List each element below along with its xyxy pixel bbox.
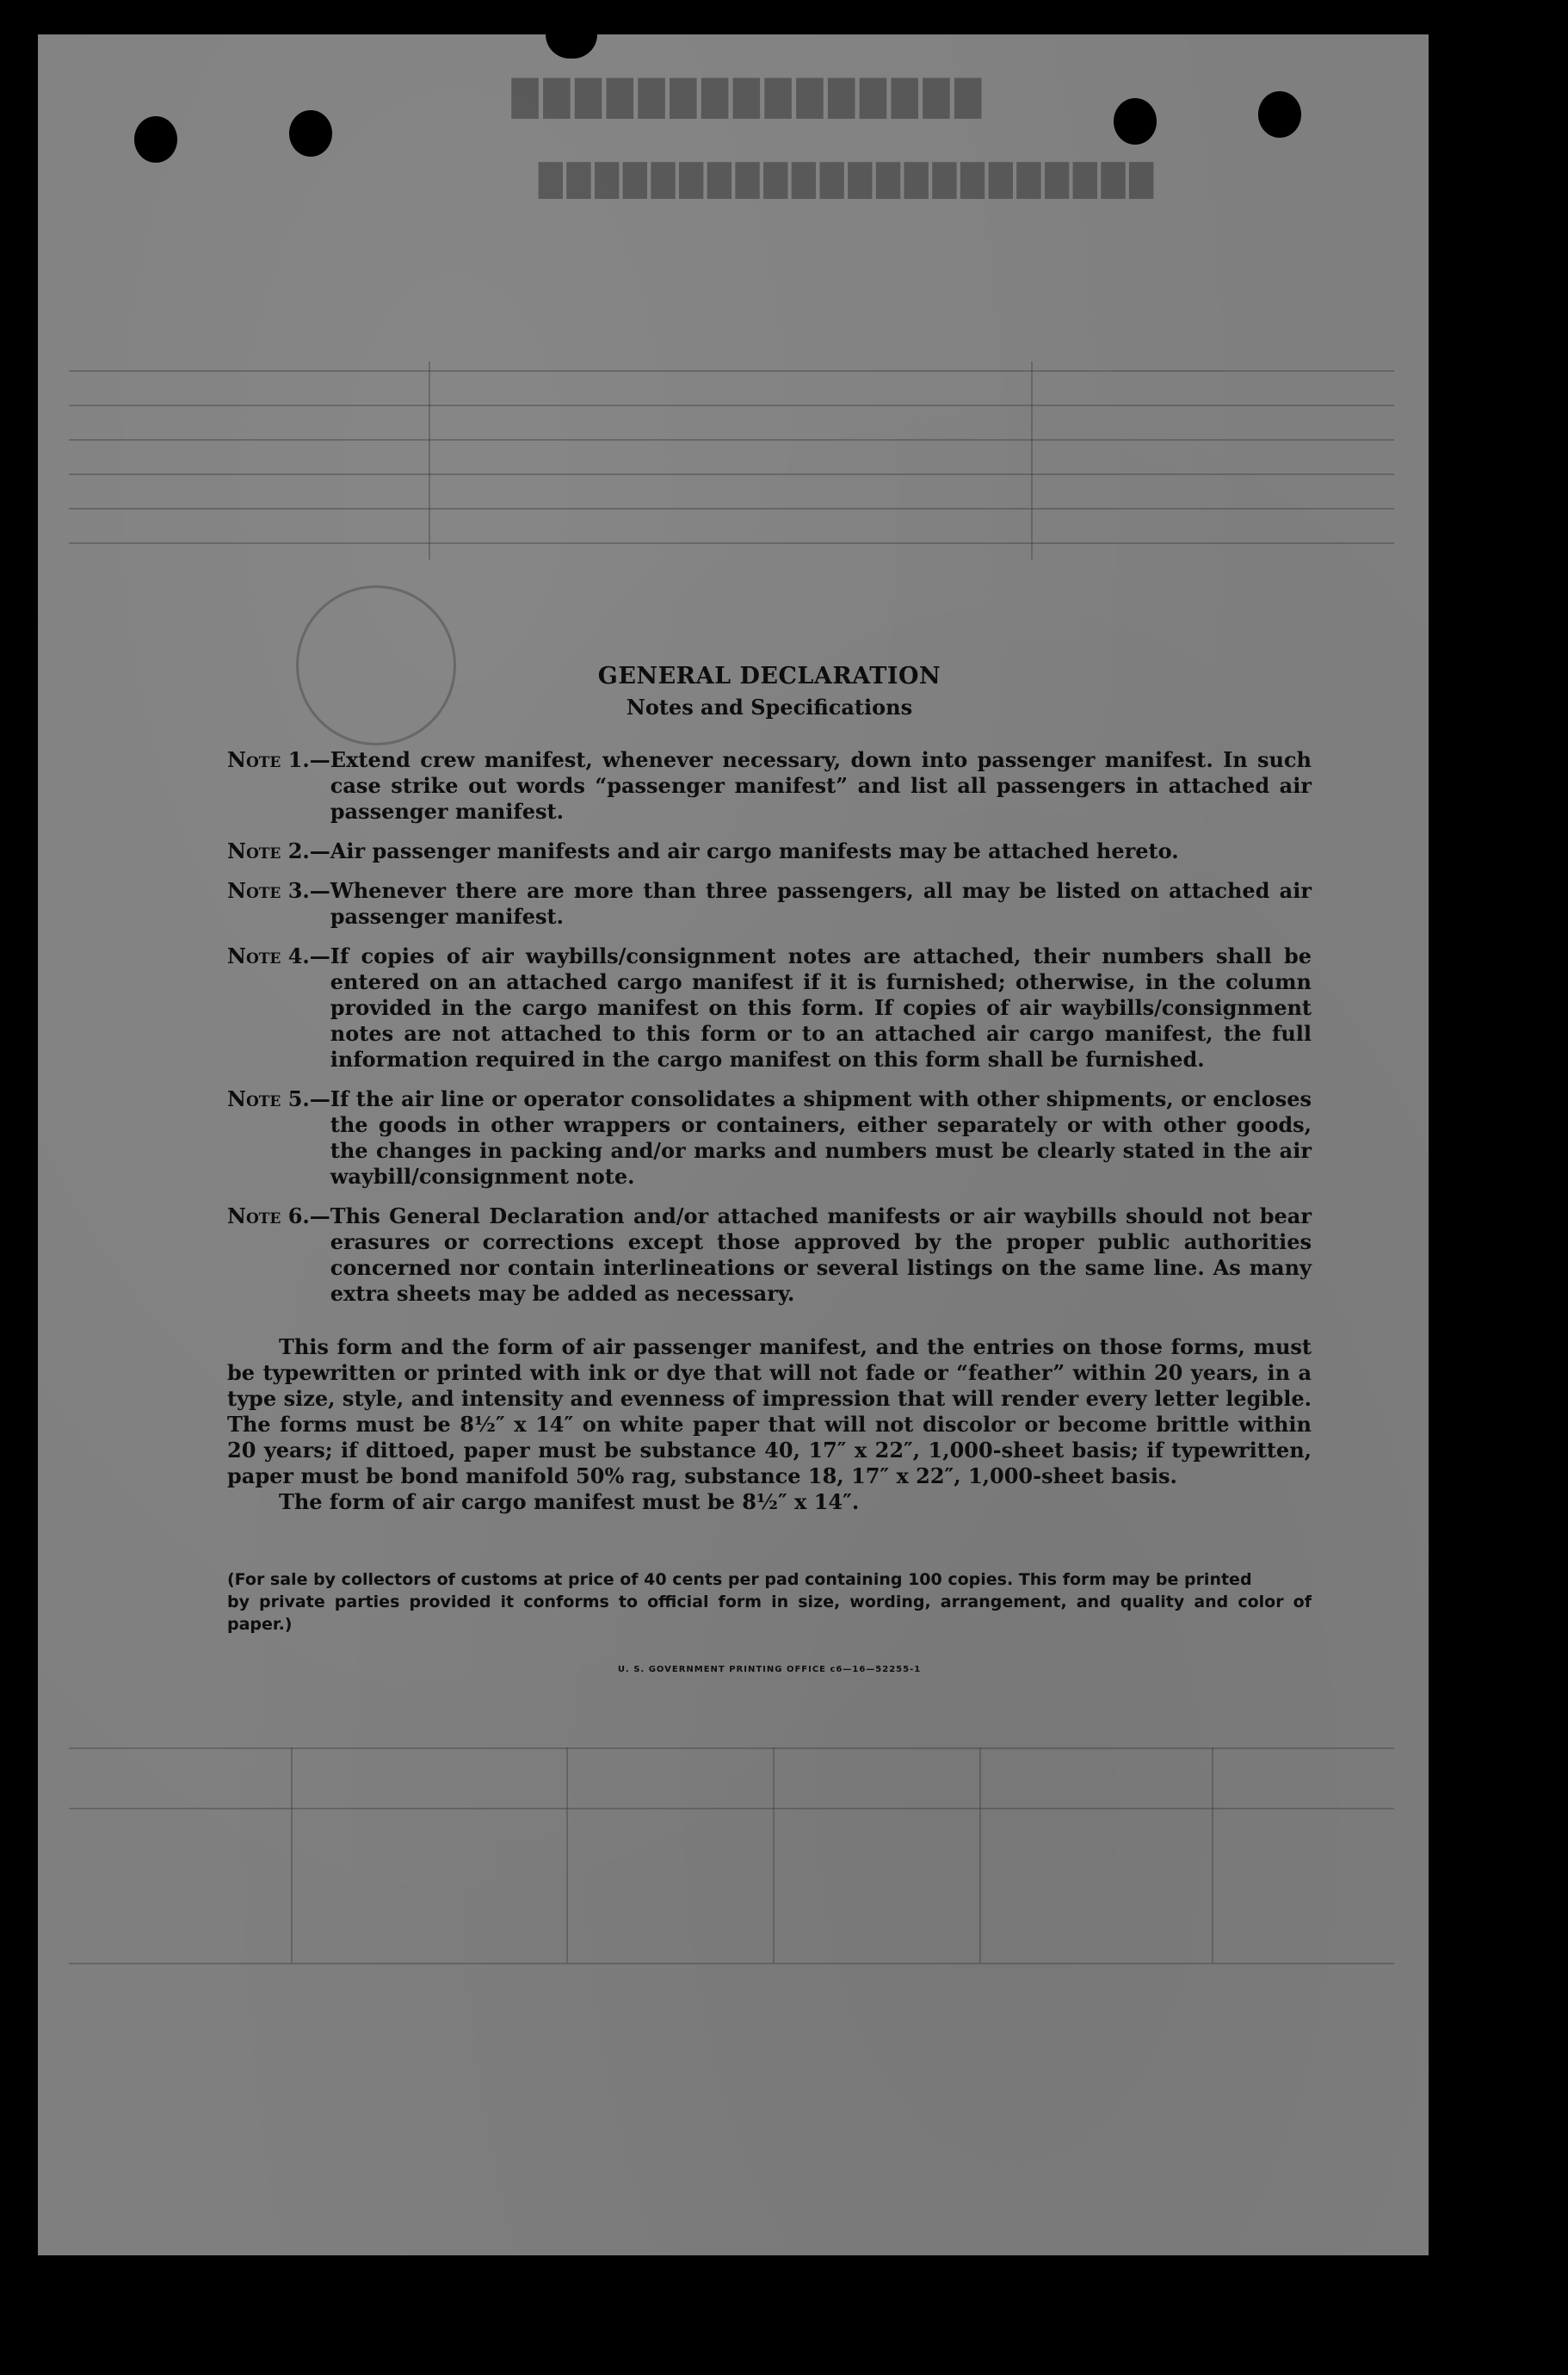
note-text: Air passenger manifests and air cargo manifests may be attached hereto. [330, 838, 1179, 863]
note-6 [227, 1203, 1312, 1307]
bleed-through-layer: ███████████████ ██████████████████████ [38, 34, 1429, 2255]
note-label: Note 3.— [227, 878, 330, 903]
sale-note-line: (For sale by collectors of customs at price of 40 cents per pad containing 100 copies. This form may be printed [227, 1570, 1252, 1589]
document-page [38, 34, 1429, 2255]
note-label: Note 4.— [227, 943, 330, 968]
note-5 [227, 1086, 1312, 1190]
note-text: Extend crew manifest, whenever necessary, down into passenger manifest. In such case strike out words “passenger manifest” and list all passengers in attached air passenger manifest. [330, 747, 1312, 824]
printing-office-line: U. S. GOVERNMENT PRINTING OFFICE c6—16—52255-1 [617, 1665, 922, 1674]
page-subtitle: Notes and Specifications [626, 695, 913, 720]
note-text: If the air line or operator consolidates a shipment with other shipments, or encloses the goods in other wrappers or containers, either separately or with other goods, the changes in packing and/or marks and numbers must be clearly stated in the air waybill/consignment note. [330, 1086, 1312, 1189]
cargo-manifest-size-line: The form of air cargo manifest must be 8½″ x 14″. [279, 1489, 860, 1514]
note-label: Note 6.— [227, 1203, 330, 1228]
note-label: Note 2.— [227, 838, 330, 863]
sale-note-line: by private parties provided it conforms to official form in size, wording, arrangement, and quality and color of paper.) [227, 1593, 1312, 1634]
note-text: If copies of air waybills/consignment notes are attached, their numbers shall be entered on an attached cargo manifest if it is furnished; otherwise, in the column provided in the cargo manifest on this form. If copies of air waybills/consignment notes are not attached to this form or to an attached air cargo manifest, the full information required in the cargo manifest on this form shall be furnished. [330, 943, 1312, 1072]
note-1 [227, 747, 1312, 825]
note-3 [227, 878, 1312, 930]
page-title: GENERAL DECLARATION [597, 663, 941, 690]
note-text: This General Declaration and/or attached manifests or air waybills should not bear erasures or corrections except those approved by the proper public authorities concerned nor contain interlineations or several listings on the same line. As many extra sheets may be added as necessary. [330, 1203, 1312, 1306]
note-label: Note 5.— [227, 1086, 330, 1111]
note-2 [227, 838, 1312, 864]
note-text: Whenever there are more than three passengers, all may be listed on attached air passenger manifest. [330, 878, 1312, 929]
form-specification-paragraph: This form and the form of air passenger manifest, and the entries on those forms, must be typewritten or printed with ink or dye that will not fade or “feather” within 20 years, in a type size, style, and intensity and evenness of impression that will render every letter legible. The forms must be 8½″ x 14″ on white paper that will not discolor or become brittle within 20 years; if dittoed, paper must be substance 40, 17″ x 22″, 1,000-sheet basis; if typewritten, paper must be bond manifold 50% rag, substance 18, 17″ x 22″, 1,000-sheet basis. [227, 1334, 1312, 1488]
note-4 [227, 943, 1312, 1073]
notes-section [227, 663, 1312, 1674]
note-label: Note 1.— [227, 747, 330, 772]
sale-note [227, 1568, 1312, 1636]
